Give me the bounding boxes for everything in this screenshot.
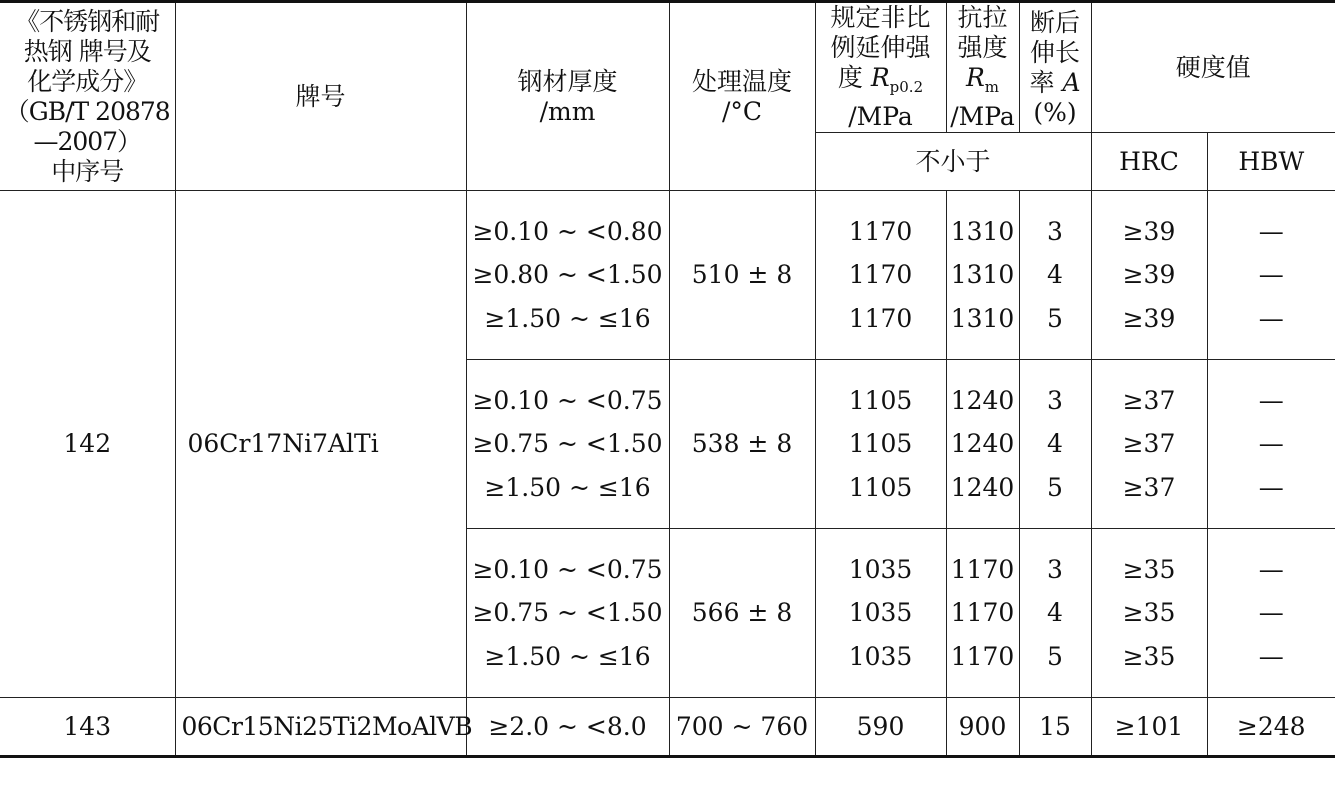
thickness-cell: ≥0.10 ~ <0.80 ≥0.80 ~ <1.50 ≥1.50 ~ ≤16 xyxy=(466,191,669,360)
header-hbw: HBW xyxy=(1207,133,1335,191)
hrc-cell: ≥101 xyxy=(1091,698,1207,757)
tensile-strength-cell: 1240 1240 1240 xyxy=(946,360,1019,529)
temperature-cell: 510 ± 8 xyxy=(669,191,815,360)
header-tensile-strength: 抗拉 强度 $R_m$ /MPa xyxy=(946,2,1019,133)
header-standard-seq: 《不锈钢和耐 热钢 牌号及 化学成分》 （GB/T 20878 —2007） 中序号 xyxy=(0,2,175,191)
header-yield-strength: 规定非比 例延伸强 度 $R_{p0.2}$ /MPa xyxy=(815,2,946,133)
seq-number: 142 xyxy=(0,191,175,698)
hbw-cell: ≥248 xyxy=(1207,698,1335,757)
thickness-cell: ≥0.10 ~ <0.75 ≥0.75 ~ <1.50 ≥1.50 ~ ≤16 xyxy=(466,529,669,698)
table-row xyxy=(0,698,1335,757)
yield-strength-cell: 1035 1035 1035 xyxy=(815,529,946,698)
header-row-1 xyxy=(0,2,1335,133)
header-not-less-than: 不小于 xyxy=(815,133,1091,191)
table-row xyxy=(0,191,1335,360)
yield-strength-cell: 1170 1170 1170 xyxy=(815,191,946,360)
header-temperature: 处理温度 /°C xyxy=(669,2,815,191)
hrc-cell: ≥37 ≥37 ≥37 xyxy=(1091,360,1207,529)
header-elongation: 断后 伸长 率 A (%) xyxy=(1019,2,1091,133)
hrc-cell: ≥35 ≥35 ≥35 xyxy=(1091,529,1207,698)
header-thickness: 钢材厚度 /mm xyxy=(466,2,669,191)
temperature-cell: 566 ± 8 xyxy=(669,529,815,698)
yield-strength-cell: 1105 1105 1105 xyxy=(815,360,946,529)
elongation-cell: 3 4 5 xyxy=(1019,191,1091,360)
header-hardness: 硬度值 xyxy=(1091,2,1335,133)
tensile-strength-cell: 900 xyxy=(946,698,1019,757)
elongation-cell: 15 xyxy=(1019,698,1091,757)
tensile-strength-cell: 1310 1310 1310 xyxy=(946,191,1019,360)
temperature-cell: 700 ~ 760 xyxy=(669,698,815,757)
temperature-cell: 538 ± 8 xyxy=(669,360,815,529)
hbw-cell: — — — xyxy=(1207,360,1335,529)
hbw-cell: — — — xyxy=(1207,529,1335,698)
header-grade: 牌号 xyxy=(175,2,466,191)
yield-strength-cell: 590 xyxy=(815,698,946,757)
hrc-cell: ≥39 ≥39 ≥39 xyxy=(1091,191,1207,360)
seq-number: 143 xyxy=(0,698,175,757)
header-hrc: HRC xyxy=(1091,133,1207,191)
thickness-cell: ≥2.0 ~ <8.0 xyxy=(466,698,669,757)
hbw-cell: — — — xyxy=(1207,191,1335,360)
elongation-cell: 3 4 5 xyxy=(1019,360,1091,529)
grade-name: 06Cr15Ni25Ti2MoAlVB xyxy=(175,698,466,757)
tensile-strength-cell: 1170 1170 1170 xyxy=(946,529,1019,698)
grade-name: 06Cr17Ni7AlTi xyxy=(175,191,466,698)
thickness-cell: ≥0.10 ~ <0.75 ≥0.75 ~ <1.50 ≥1.50 ~ ≤16 xyxy=(466,360,669,529)
elongation-cell: 3 4 5 xyxy=(1019,529,1091,698)
